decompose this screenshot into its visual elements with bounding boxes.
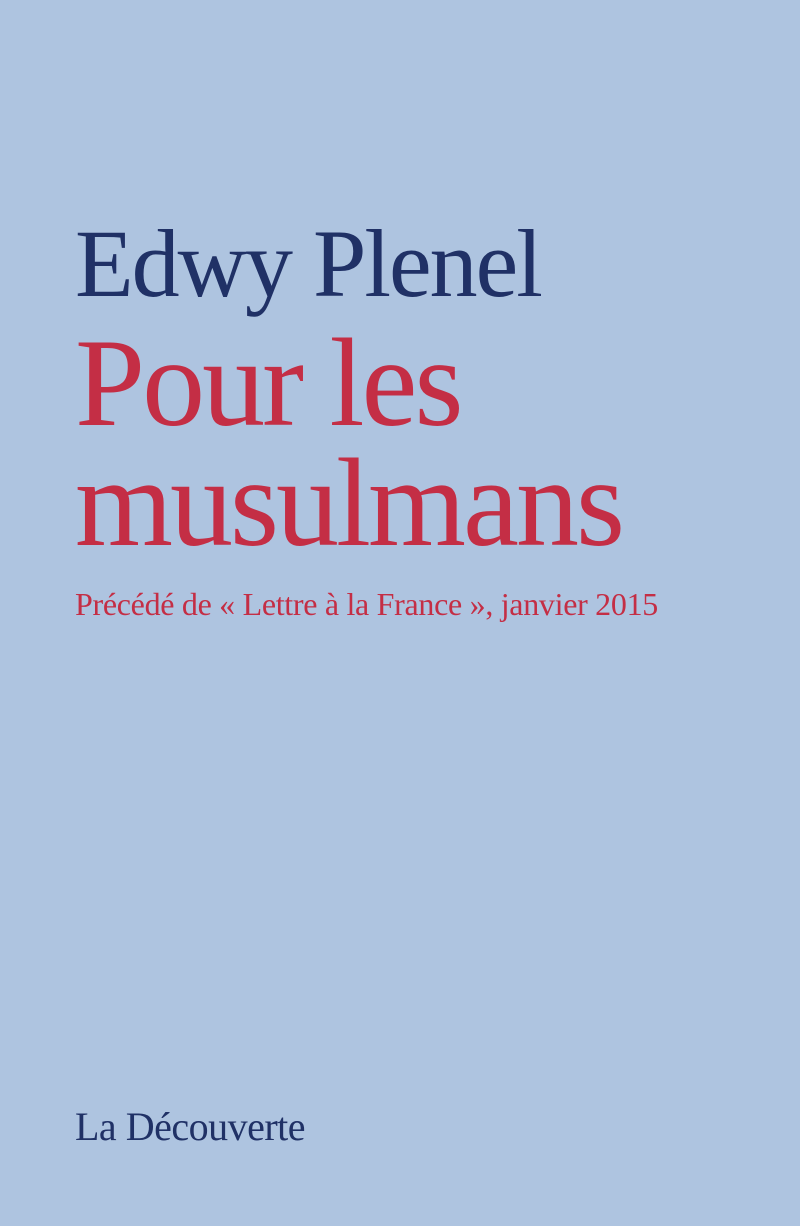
publisher-name: La Découverte [75, 1104, 306, 1149]
book-subtitle: Précédé de « Lettre à la France », janvier 2015 [75, 586, 658, 622]
book-title: Pour les musulmans [75, 314, 623, 573]
author-name: Edwy Plenel [75, 210, 541, 317]
